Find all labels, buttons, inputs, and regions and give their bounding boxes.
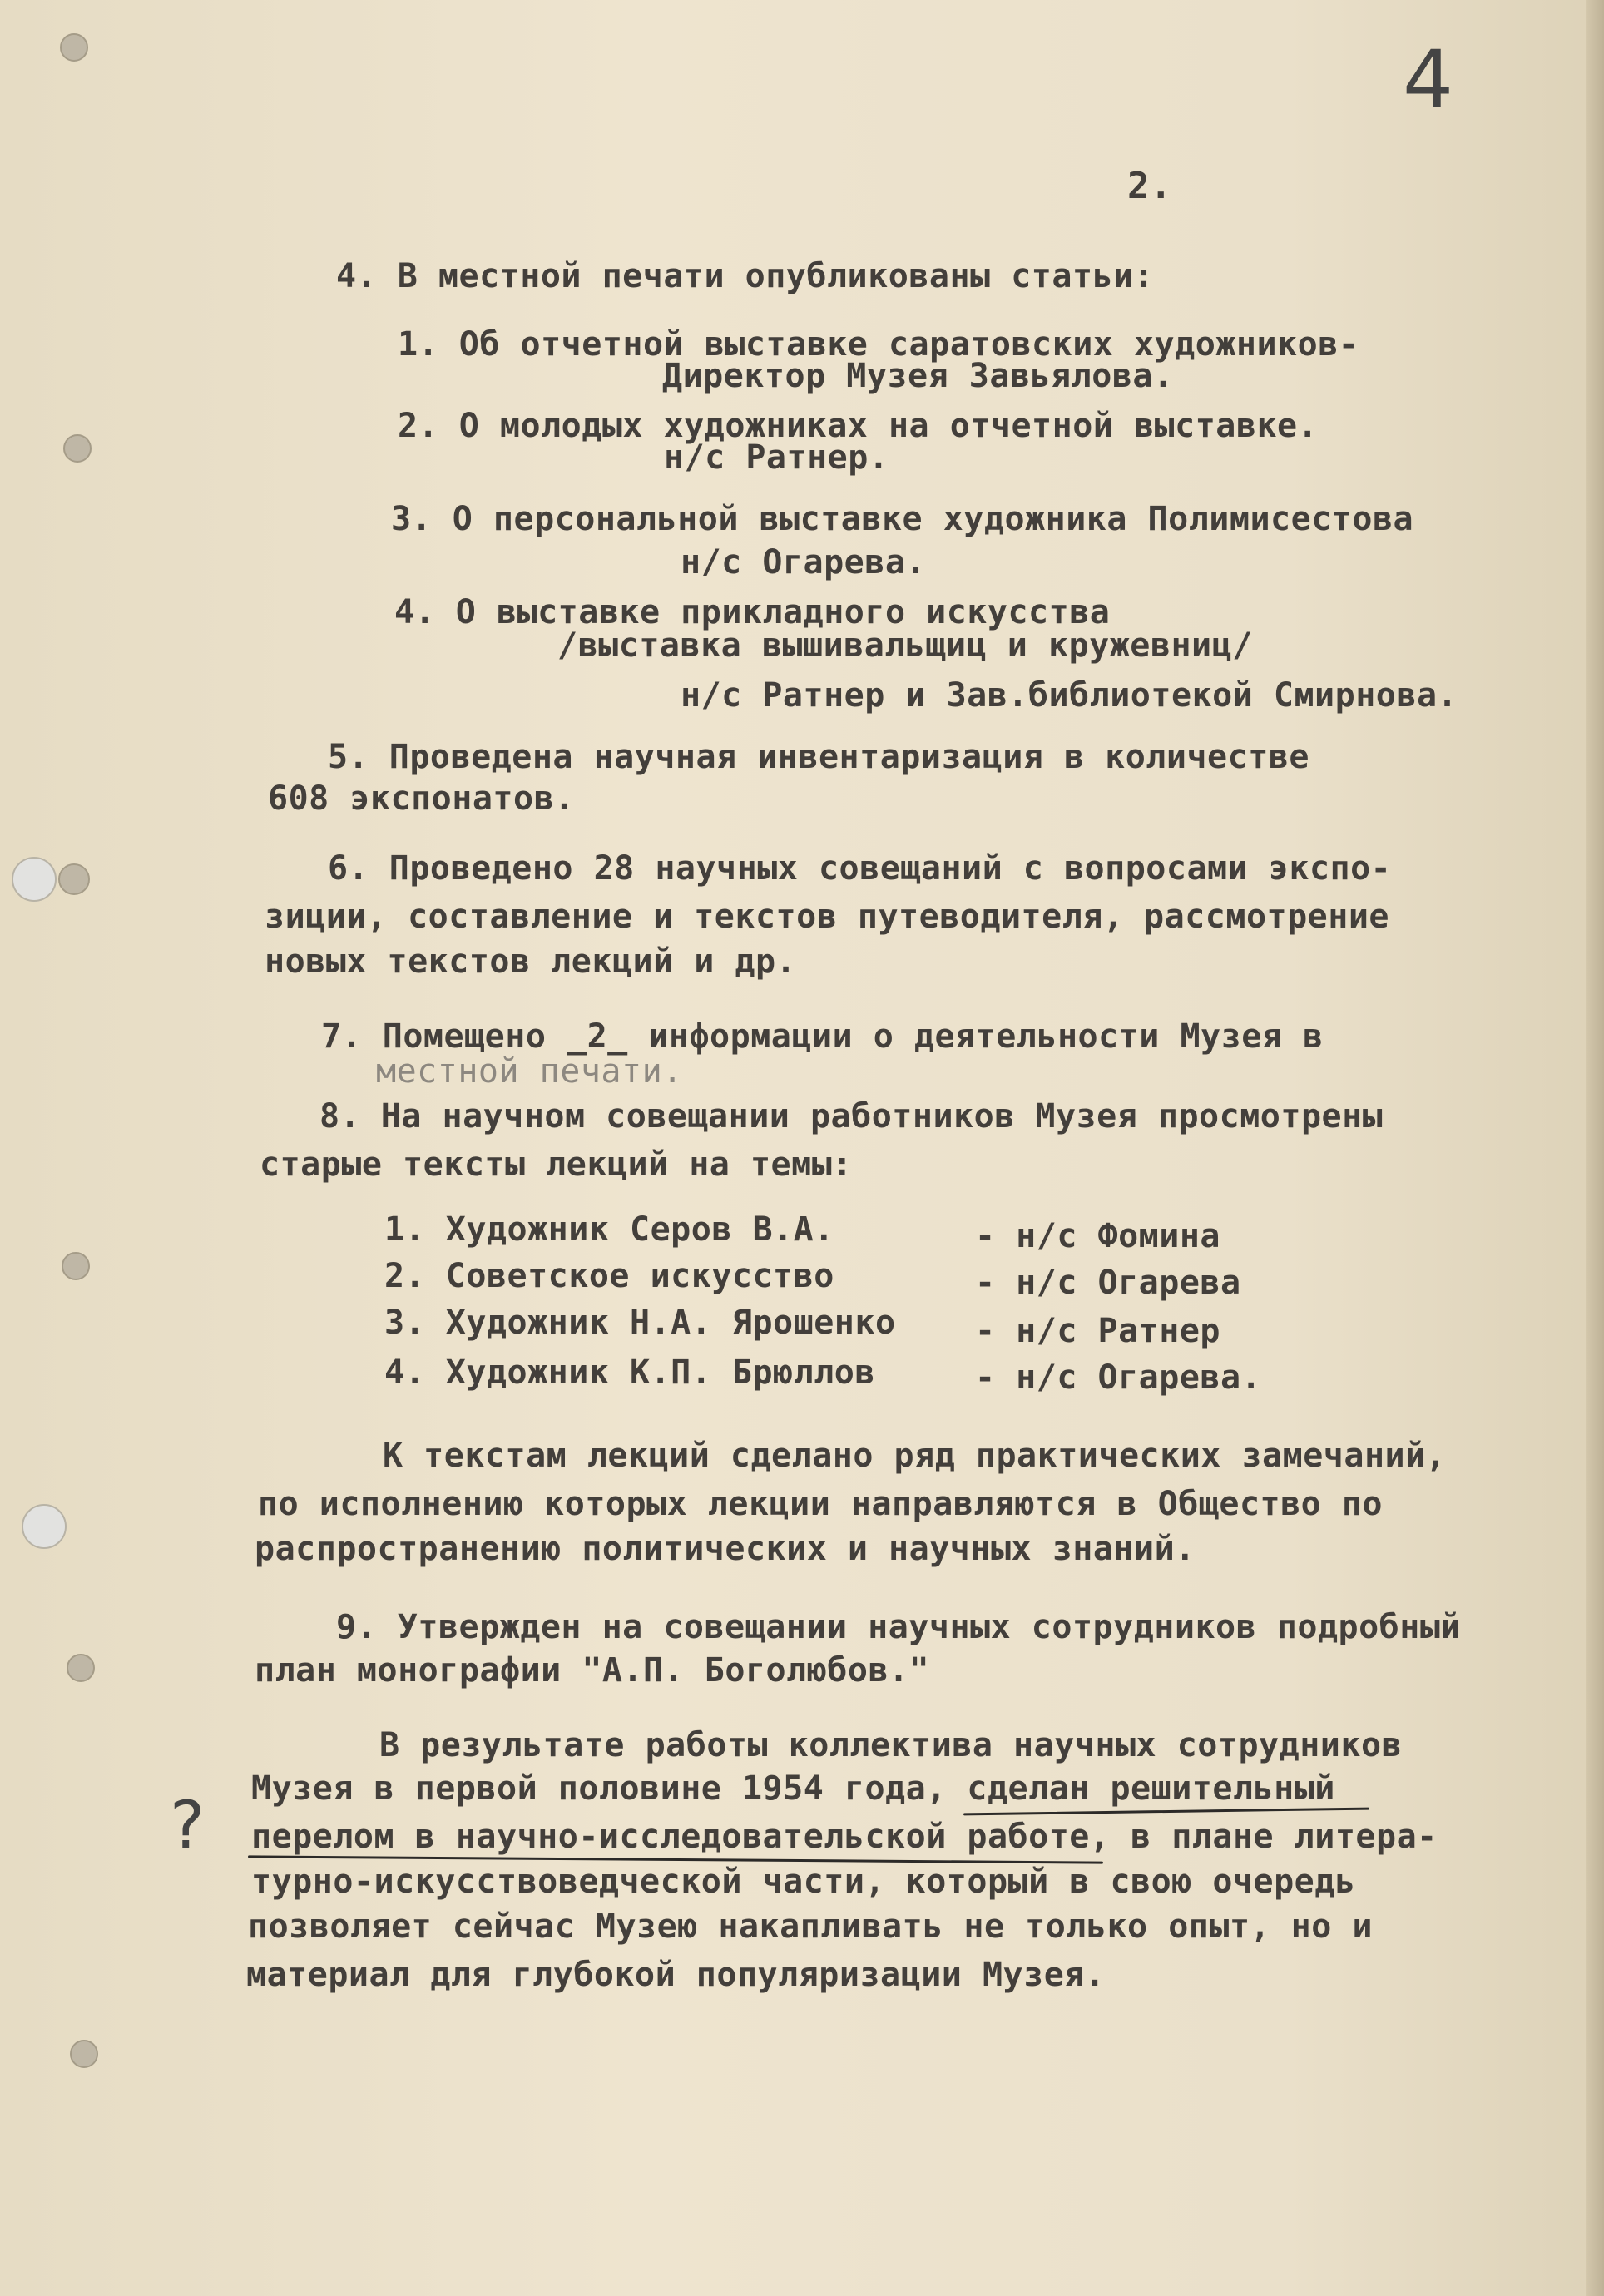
- lecture-topic: 2. Советское искусство: [384, 1257, 834, 1295]
- remarks-line-1: К текстам лекций сделано ряд практических замечаний,: [383, 1437, 1447, 1475]
- page-edge: [1586, 0, 1604, 2296]
- binding-hole: [63, 434, 92, 463]
- lecture-author: - н/с Ратнер: [975, 1312, 1220, 1350]
- binding-hole: [62, 1252, 90, 1280]
- section-8: 8. На научном совещании работников Музея просмотрены: [319, 1097, 1384, 1136]
- article-2: 2. О молодых художниках на отчетной выставке.: [398, 407, 1319, 445]
- section-6: 6. Проведено 28 научных совещаний с вопросами экспо-: [328, 849, 1392, 888]
- conclusion-line-3: перелом в научно-исследовательской работе, в плане литера-: [251, 1818, 1438, 1856]
- remarks-line-3: распространению политических и научных знаний.: [255, 1530, 1196, 1568]
- section-9-cont: план монографии "А.П. Боголюбов.": [255, 1651, 930, 1690]
- page-number: 2.: [1127, 165, 1172, 207]
- article-3: 3. О персональной выставке художника Полимисестова: [391, 500, 1414, 538]
- section-5-cont: 608 экспонатов.: [268, 779, 575, 818]
- article-1-author: Директор Музея Завьялова.: [662, 357, 1174, 395]
- conclusion-line-5: позволяет сейчас Музею накапливать не только опыт, но и: [248, 1908, 1374, 1946]
- conclusion-line-2: Музея в первой половине 1954 года, сделан решительный: [251, 1769, 1335, 1808]
- lecture-topic: 4. Художник К.П. Брюллов: [384, 1353, 875, 1392]
- section-7-cont: местной печати.: [376, 1052, 683, 1091]
- handwritten-underline: [963, 1808, 1369, 1816]
- remarks-line-2: по исполнению которых лекции направляются в Общество по: [258, 1485, 1384, 1523]
- binding-hole: [22, 1504, 67, 1549]
- section-6-cont-2: новых текстов лекций и др.: [265, 943, 797, 981]
- binding-hole: [58, 863, 90, 895]
- handwritten-question-mark: ?: [170, 1787, 205, 1864]
- handwritten-folio-number: 4: [1403, 33, 1454, 126]
- lecture-author: - н/с Огарева: [975, 1264, 1241, 1302]
- article-3-author: н/с Огарева.: [681, 543, 926, 581]
- lecture-author: - н/с Огарева.: [975, 1358, 1262, 1397]
- lecture-topic: 3. Художник Н.А. Ярошенко: [384, 1304, 896, 1342]
- lecture-topic: 1. Художник Серов В.А.: [384, 1210, 834, 1249]
- binding-hole: [67, 1654, 95, 1682]
- section-7: 7. Помещено _2_ информации о деятельности Музея в: [321, 1017, 1324, 1056]
- article-4: 4. О выставке прикладного искусства: [394, 593, 1111, 631]
- section-5: 5. Проведена научная инвентаризация в количестве: [328, 738, 1309, 776]
- article-1: 1. Об отчетной выставке саратовских художников-: [398, 325, 1359, 364]
- section-9: 9. Утвержден на совещании научных сотрудников подробный: [336, 1608, 1462, 1646]
- article-4-author: н/с Ратнер и Зав.библиотекой Смирнова.: [681, 676, 1458, 715]
- lecture-author: - н/с Фомина: [975, 1217, 1220, 1255]
- section-6-cont-1: зиции, составление и текстов путеводителя, рассмотрение: [265, 898, 1390, 936]
- binding-hole: [60, 33, 88, 62]
- section-4-heading: 4. В местной печати опубликованы статьи:: [336, 257, 1155, 295]
- binding-hole: [70, 2040, 98, 2068]
- binding-hole: [12, 857, 57, 902]
- section-8-cont: старые тексты лекций на темы:: [260, 1146, 853, 1184]
- article-2-author: н/с Ратнер.: [664, 438, 889, 477]
- conclusion-line-6: материал для глубокой популяризации Музея.: [246, 1956, 1106, 1994]
- conclusion-line-4: турно-искусствоведческой части, который в свою очередь: [251, 1863, 1356, 1901]
- article-4-subtitle: /выставка вышивальщиц и кружевниц/: [557, 626, 1253, 665]
- conclusion-line-1: В результате работы коллектива научных сотрудников: [379, 1726, 1403, 1764]
